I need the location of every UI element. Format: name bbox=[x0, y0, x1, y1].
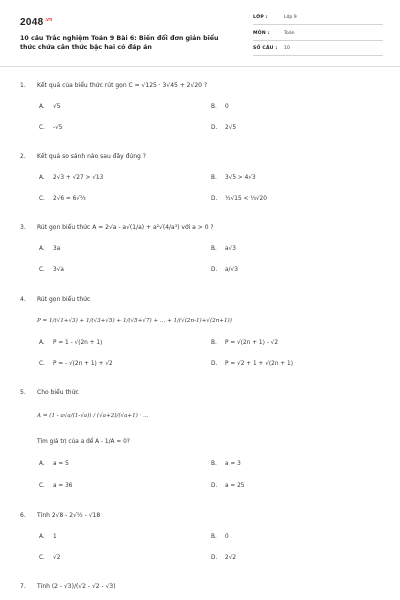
question-text bbox=[20, 224, 214, 231]
site-logo[interactable] bbox=[20, 17, 53, 28]
option-a[interactable]: A. 2√3 + √27 > √13 bbox=[39, 175, 104, 181]
option-c[interactable]: C. 2√6 = 6√⅔ bbox=[39, 196, 86, 202]
question-number: 2. bbox=[20, 153, 26, 160]
meta-grade-value: Lớp 9 bbox=[284, 15, 297, 20]
meta-count-label: SỐ CÂU : bbox=[253, 46, 278, 51]
option-d[interactable]: D. 2√2 bbox=[211, 555, 237, 561]
logo-text: 2048 bbox=[20, 17, 44, 28]
option-b[interactable]: B. 0 bbox=[211, 534, 229, 540]
option-c[interactable]: C. P = - √(2n + 1) + √2 bbox=[39, 361, 113, 367]
question-number: 6. bbox=[20, 512, 26, 519]
option-b[interactable]: B. a = 3 bbox=[211, 461, 241, 467]
question-text bbox=[20, 296, 90, 303]
option-c[interactable]: C. -√5 bbox=[39, 125, 63, 131]
question-stem: Rút gọn biểu thức bbox=[37, 296, 91, 303]
meta-grade bbox=[253, 15, 383, 25]
meta-count bbox=[253, 46, 383, 56]
question-number: 4. bbox=[20, 296, 26, 303]
option-c[interactable]: C. 3√a bbox=[39, 267, 64, 273]
option-b[interactable]: B. 0 bbox=[211, 104, 229, 110]
question-stem: Rút gọn biểu thức A = 2√a - a√(1/a) + a²√(4/a³) với a > 0 ? bbox=[37, 224, 214, 231]
question-number: 3. bbox=[20, 224, 26, 231]
option-d[interactable]: D. P = √2 + 1 + √(2n + 1) bbox=[211, 361, 294, 367]
question-stem: Kết quả so sánh nào sau đây đúng ? bbox=[37, 153, 146, 160]
question-number: 1. bbox=[20, 82, 26, 89]
meta-subject bbox=[253, 31, 383, 41]
option-b[interactable]: B. a√3 bbox=[211, 246, 236, 252]
option-a[interactable]: A. a = 5 bbox=[39, 461, 69, 467]
question-text bbox=[20, 82, 207, 89]
question-text bbox=[20, 583, 116, 590]
question-text bbox=[20, 153, 146, 160]
option-d[interactable]: D. 2√5 bbox=[211, 125, 237, 131]
question-formula: A = (1 - a√a/(1-√a)) / (√a+2)/(√a+1) · ... bbox=[37, 413, 149, 419]
question-subtext: Tìm giá trị của a để A - 1/A = 0? bbox=[37, 439, 130, 445]
meta-grade-label: LỚP : bbox=[253, 15, 268, 20]
meta-subject-label: MÔN : bbox=[253, 31, 270, 36]
question-formula: P = 1/(√1+√3) + 1/(√3+√5) + 1/(√5+√7) + ... + 1/(√(2n-1)+√(2n+1)) bbox=[37, 318, 232, 324]
logo-suffix: .vn bbox=[44, 17, 53, 23]
option-c[interactable]: C. a = 36 bbox=[39, 483, 73, 489]
option-a[interactable]: A. 3a bbox=[39, 246, 61, 252]
option-a[interactable]: A. √5 bbox=[39, 104, 61, 110]
option-b[interactable]: B. 3√5 > 4√3 bbox=[211, 175, 256, 181]
question-number: 7. bbox=[20, 583, 26, 590]
document-header bbox=[0, 0, 400, 64]
option-c[interactable]: C. √2 bbox=[39, 555, 61, 561]
question-stem: Tính (2 - √3)/(√2 - √2 - √3) bbox=[37, 583, 116, 590]
header-divider bbox=[0, 66, 400, 67]
meta-subject-value: Toán bbox=[284, 31, 295, 36]
option-a[interactable]: A. 1 bbox=[39, 534, 57, 540]
option-a[interactable]: A. P = 1 - √(2n + 1) bbox=[39, 340, 103, 346]
question-text bbox=[20, 389, 79, 396]
meta-count-value: 10 bbox=[284, 46, 290, 51]
question-text bbox=[20, 512, 100, 519]
question-number: 5. bbox=[20, 389, 26, 396]
question-stem: Cho biểu thức bbox=[37, 389, 79, 396]
option-d[interactable]: D. a = 25 bbox=[211, 483, 245, 489]
option-b[interactable]: B. P = √(2n + 1) - √2 bbox=[211, 340, 279, 346]
option-d[interactable]: D. a/√3 bbox=[211, 267, 238, 273]
question-stem: Kết quả của biểu thức rút gọn C = √125 · 3√45 + 2√20 ? bbox=[37, 82, 208, 89]
document-title: 10 câu Trắc nghiệm Toán 9 Bài 6: Biến đổi đơn giản biểu thức chứa căn thức bậc hai có đáp án bbox=[20, 35, 219, 51]
question-stem: Tính 2√8 - 2√½ - √18 bbox=[37, 512, 101, 519]
option-d[interactable]: D. ½√15 < ⅓√20 bbox=[211, 196, 267, 202]
